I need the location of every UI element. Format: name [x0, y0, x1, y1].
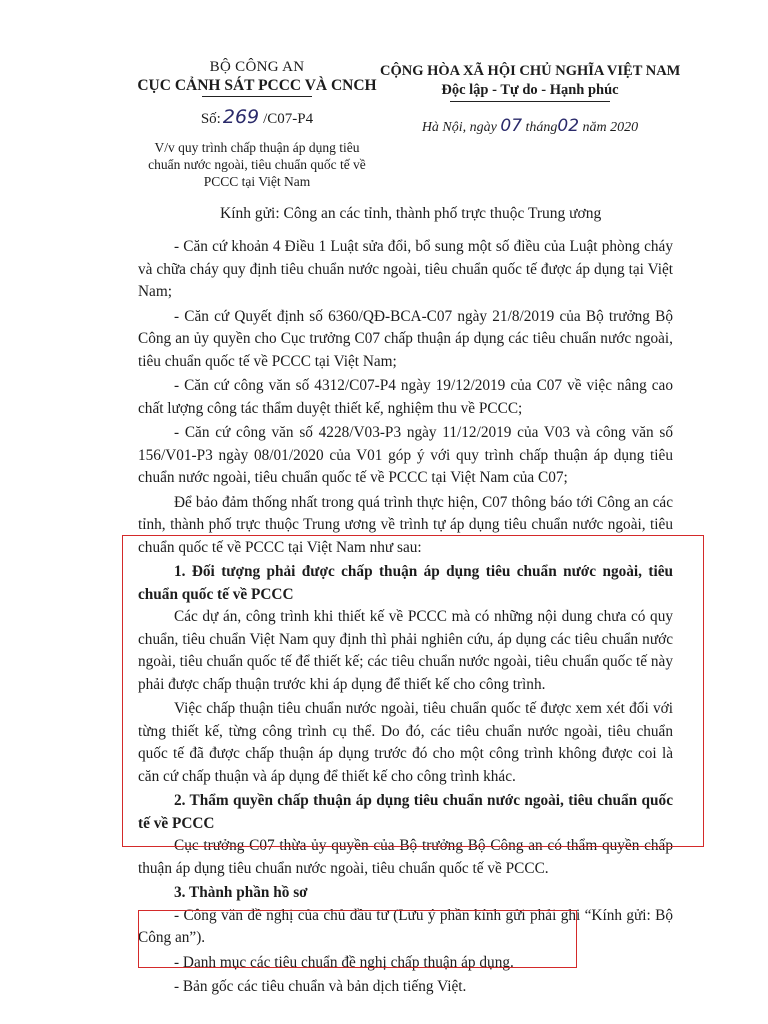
section-3-item-2: - Danh mục các tiêu chuẩn đề nghị chấp thuận áp dụng. [174, 953, 514, 971]
document-number [112, 107, 402, 129]
highlight-box-sections-1-2 [122, 535, 704, 847]
legal-basis-2: - Căn cứ Quyết định số 6360/QĐ-BCA-C07 ngày 21/8/2019 của Bộ trưởng Bộ Công an ủy quyền cho Cục trưởng C07 chấp thuận áp dụng các tiêu chuẩn nước ngoài, tiêu chuẩn quốc tế về PCCC tại Việt Nam; [138, 307, 673, 370]
recipient-line: Kính gửi: Công an các tỉnh, thành phố trực thuộc Trung ương [220, 205, 602, 222]
legal-basis-4: - Căn cứ công văn số 4228/V03-P3 ngày 11/12/2019 của V03 và công văn số 156/V01-P3 ngày 08/01/2020 của V01 góp ý với quy trình chấp thuận áp dụng tiêu chuẩn nước ngoài, tiêu chuẩn quốc tế về PCCC tại Việt Nam của C07; [138, 424, 673, 486]
ministry-name: BỘ CÔNG AN [209, 59, 305, 75]
country-name: CỘNG HÒA XÃ HỘI CHỦ NGHĨA VIỆT NAM [380, 63, 681, 79]
number-suffix: /C07-P4 [263, 111, 314, 127]
highlight-box-required-documents [138, 910, 577, 968]
subject-line: V/v quy trình chấp thuận áp dụng tiêu chuẩn nước ngoài, tiêu chuẩn quốc tế về PCCC tại Việt Nam [148, 140, 366, 189]
handwritten-month: 02 [557, 116, 580, 136]
place-date [380, 116, 680, 136]
section-1-paragraph-1: Các dự án, công trình khi thiết kế về PCCC mà có những nội dung chưa có quy chuẩn, tiêu chuẩn Việt Nam quy định thì phải nghiên cứu, áp dụng các tiêu chuẩn nước ngoài, tiêu chuẩn quốc tế để thiết kế; các tiêu chuẩn nước ngoài, tiêu chuẩn quốc tế này phải được chấp thuận trước khi áp dụng để thiết kế cho công trình. [138, 608, 673, 693]
department-name: CỤC CẢNH SÁT PCCC VÀ CNCH [137, 77, 377, 94]
issuer-header [112, 58, 402, 190]
year: năm 2020 [582, 120, 639, 135]
intro-paragraph: Để bảo đảm thống nhất trong quá trình thực hiện, C07 thông báo tới Công an các tỉnh, thành phố trực thuộc Trung ương về trình tự áp dụng tiêu chuẩn nước ngoài, tiêu chuẩn quốc tế về PCCC tại Việt Nam như sau: [138, 493, 673, 556]
section-3-heading: 3. Thành phần hồ sơ [174, 884, 308, 901]
legal-basis-3: - Căn cứ công văn số 4312/C07-P4 ngày 19/12/2019 của C07 về việc nâng cao chất lượng công tác thẩm duyệt thiết kế, nghiệm thu về PCCC; [138, 377, 673, 417]
section-1-paragraph-2: Việc chấp thuận tiêu chuẩn nước ngoài, tiêu chuẩn quốc tế được xem xét đối với từng thiết kế, từng công trình cụ thể. Do đó, các tiêu chuẩn nước ngoài, tiêu chuẩn quốc tế đã được chấp thuận áp dụng trước đó cho một công trình không được coi là căn cứ chấp thuận và áp dụng để thiết kế cho công trình khác. [138, 700, 673, 785]
motto-underline [450, 101, 610, 102]
section-3-item-3: - Bản gốc các tiêu chuẩn và bản dịch tiếng Việt. [174, 978, 467, 995]
department-underline [202, 96, 312, 97]
section-3-item-1: - Công văn đề nghị của chủ đầu tư (Lưu ý phần kính gửi phải ghi “Kính gửi: Bộ Công an”). [138, 906, 673, 946]
section-2-heading: 2. Thẩm quyền chấp thuận áp dụng tiêu chuẩn nước ngoài, tiêu chuẩn quốc tế về PCCC [138, 792, 673, 832]
national-header [380, 62, 680, 136]
section-2-paragraph: Cục trưởng C07 thừa ủy quyền của Bộ trưởng Bộ Công an có thẩm quyền chấp thuận áp dụng tiêu chuẩn nước ngoài, tiêu chuẩn quốc tế về PCCC. [138, 837, 673, 877]
handwritten-day: 07 [500, 116, 523, 136]
national-motto: Độc lập - Tự do - Hạnh phúc [441, 82, 619, 98]
number-prefix: Số: [200, 111, 221, 127]
handwritten-number: 269 [222, 106, 260, 128]
section-1-heading: 1. Đối tượng phải được chấp thuận áp dụng tiêu chuẩn nước ngoài, tiêu chuẩn quốc tế về PCCC [138, 563, 673, 603]
legal-basis-1: - Căn cứ khoản 4 Điều 1 Luật sửa đổi, bổ sung một số điều của Luật phòng cháy và chữa cháy quy định tiêu chuẩn nước ngoài, tiêu chuẩn quốc tế được áp dụng tại Việt Nam; [138, 238, 673, 300]
date-prefix: Hà Nội, ngày [421, 120, 497, 135]
month-label: tháng [525, 120, 558, 135]
